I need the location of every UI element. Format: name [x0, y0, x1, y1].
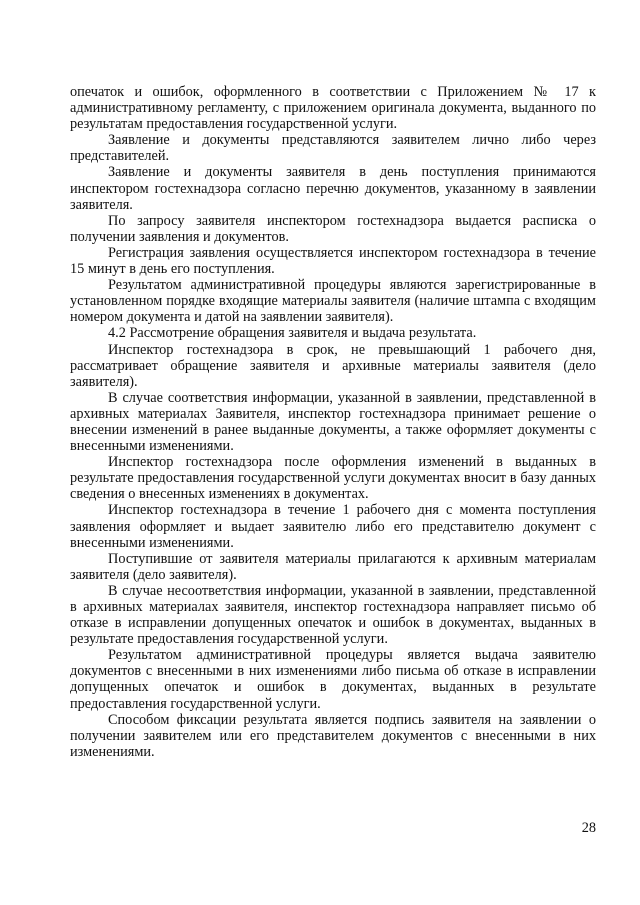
paragraph: Результатом административной процедуры является выдача заявителю документов с внесенными в них изменениями либо письма об отказе в исправлении допущенных опечаток и ошибок в документах, выданных в результате предоставления государственной услуги. — [70, 647, 596, 712]
paragraph: В случае несоответствия информации, указанной в заявлении, представленной в архивных материалах заявителя, инспектор гостехнадзора направляет письмо об отказе в исправлении допущенных опечаток и ошибок в документах, выданных в результате предоставления государственной услуги. — [70, 582, 596, 648]
section-heading-4-2: 4.2 Рассмотрение обращения заявителя и выдача результата. — [108, 325, 477, 342]
page-number: 28 — [581, 820, 596, 836]
paragraph: Инспектор гостехнадзора в течение 1 рабочего дня с момента поступления заявления оформляет и выдает заявителю либо его представителю документ с внесенными изменениями. — [70, 502, 596, 551]
paragraph-continuation: опечаток и ошибок, оформленного в соответствии с Приложением № 17 к административному регламенту, с приложением оригинала документа, выданного по результатам предоставления государственной услуги. — [70, 84, 596, 133]
paragraph: Инспектор гостехнадзора после оформления изменений в выданных в результате предоставления государственной услуги документах вносит в базу данных сведения о внесенных изменениях в документах. — [70, 454, 596, 503]
paragraph: Инспектор гостехнадзора в срок, не превышающий 1 рабочего дня, рассматривает обращение заявителя и архивные материалы заявителя (дело заявителя). — [70, 341, 596, 390]
paragraph: Заявление и документы представляются заявителем лично либо через представителей. — [70, 132, 596, 165]
paragraph: По запросу заявителя инспектором гостехнадзора выдается расписка о получении заявления и документов. — [70, 212, 596, 245]
paragraph: Способом фиксации результата является подпись заявителя на заявлении о получении заявителем или его представителем документов с внесенными в них изменениями. — [70, 711, 596, 760]
paragraph: Регистрация заявления осуществляется инспектором гостехнадзора в течение 15 минут в день его поступления. — [70, 244, 596, 278]
document-body — [70, 84, 596, 760]
paragraph: Результатом административной процедуры являются зарегистрированные в установленном порядке входящие материалы заявителя (наличие штампа с входящим номером документа и датой на заявлении заявителя). — [70, 277, 596, 326]
paragraph: Поступившие от заявителя материалы прилагаются к архивным материалам заявителя (дело заявителя). — [70, 550, 596, 583]
paragraph: В случае соответствия информации, указанной в заявлении, представленной в архивных материалах Заявителя, инспектор гостехнадзора принимает решение о внесении изменений в ранее выданные документы, а также оформляет документы с внесенными изменениями. — [70, 389, 596, 455]
paragraph: Заявление и документы заявителя в день поступления принимаются инспектором гостехнадзора согласно перечню документов, указанному в заявлении заявителя. — [70, 164, 596, 213]
